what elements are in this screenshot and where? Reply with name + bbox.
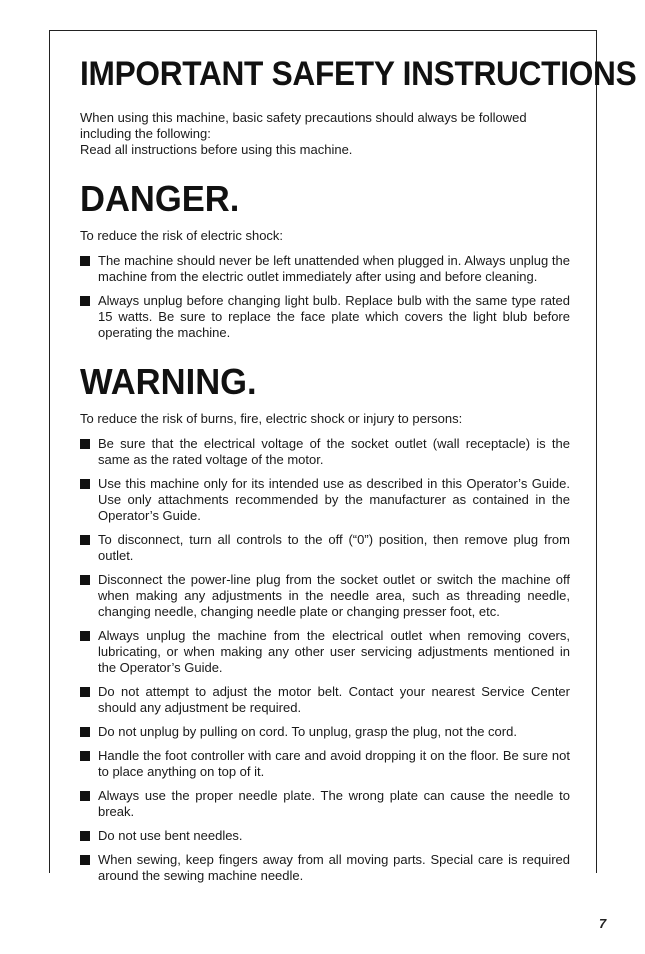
intro-line: When using this machine, basic safety precautions should always be followed including the following:: [80, 110, 527, 141]
list-item-text: Handle the foot controller with care and avoid dropping it on the floor. Be sure not to place anything on top of it.: [98, 748, 570, 779]
list-item-text: Disconnect the power-line plug from the socket outlet or switch the machine off when making any adjustments in the needle area, such as threading needle, changing needle, changing needle plate or changing presser foot, etc.: [98, 572, 570, 619]
square-bullet-icon: [80, 727, 90, 737]
list-item: [80, 476, 570, 524]
list-item: [80, 724, 570, 740]
warning-heading: WARNING.: [80, 361, 257, 402]
list-item-text: When sewing, keep fingers away from all moving parts. Special care is required around the sewing machine needle.: [98, 852, 570, 883]
safety-instructions: [80, 55, 637, 892]
list-item-text: To disconnect, turn all controls to the off (“0”) position, then remove plug from outlet.: [98, 532, 570, 563]
square-bullet-icon: [80, 575, 90, 585]
square-bullet-icon: [80, 439, 90, 449]
list-item: [80, 788, 570, 820]
list-item: [80, 748, 570, 780]
square-bullet-icon: [80, 687, 90, 697]
warning-list: [80, 436, 570, 884]
square-bullet-icon: [80, 479, 90, 489]
list-item-text: Always unplug before changing light bulb. Replace bulb with the same type rated 15 watts. Be sure to replace the face plate which covers the light blub before operating the machine.: [98, 293, 570, 340]
danger-heading: DANGER.: [80, 178, 240, 219]
square-bullet-icon: [80, 751, 90, 761]
square-bullet-icon: [80, 831, 90, 841]
list-item: [80, 852, 570, 884]
list-item: [80, 253, 570, 285]
list-item: [80, 628, 570, 676]
list-item: [80, 684, 570, 716]
list-item-text: Do not unplug by pulling on cord. To unplug, grasp the plug, not the cord.: [98, 724, 517, 739]
list-item-text: Always unplug the machine from the electrical outlet when removing covers, lubricating, or when making any other user servicing adjustments mentioned in the Operator’s Guide.: [98, 628, 570, 675]
list-item-text: Be sure that the electrical voltage of the socket outlet (wall receptacle) is the same as the rated voltage of the motor.: [98, 436, 570, 467]
square-bullet-icon: [80, 791, 90, 801]
danger-lead: To reduce the risk of electric shock:: [80, 228, 284, 243]
intro: [80, 110, 570, 158]
square-bullet-icon: [80, 535, 90, 545]
list-item-text: The machine should never be left unattended when plugged in. Always unplug the machine from the electric outlet immediately after using and before cleaning.: [98, 253, 570, 284]
list-item: [80, 572, 570, 620]
square-bullet-icon: [80, 631, 90, 641]
warning-lead: To reduce the risk of burns, fire, electric shock or injury to persons:: [80, 411, 463, 426]
list-item-text: Always use the proper needle plate. The wrong plate can cause the needle to break.: [98, 788, 570, 819]
page-number: 7: [599, 916, 607, 931]
list-item: [80, 828, 570, 844]
intro-line: Read all instructions before using this machine.: [80, 142, 353, 157]
square-bullet-icon: [80, 256, 90, 266]
danger-list: [80, 253, 570, 341]
list-item-text: Do not use bent needles.: [98, 828, 243, 843]
list-item: [80, 532, 570, 564]
list-item-text: Do not attempt to adjust the motor belt. Contact your nearest Service Center should any adjustment be required.: [98, 684, 570, 715]
list-item: [80, 293, 570, 341]
page-title: IMPORTANT SAFETY INSTRUCTIONS: [80, 55, 637, 93]
list-item-text: Use this machine only for its intended use as described in this Operator’s Guide. Use only attachments recommended by the manufacturer as contained in the Operator’s Guide.: [98, 476, 570, 523]
square-bullet-icon: [80, 296, 90, 306]
list-item: [80, 436, 570, 468]
square-bullet-icon: [80, 855, 90, 865]
